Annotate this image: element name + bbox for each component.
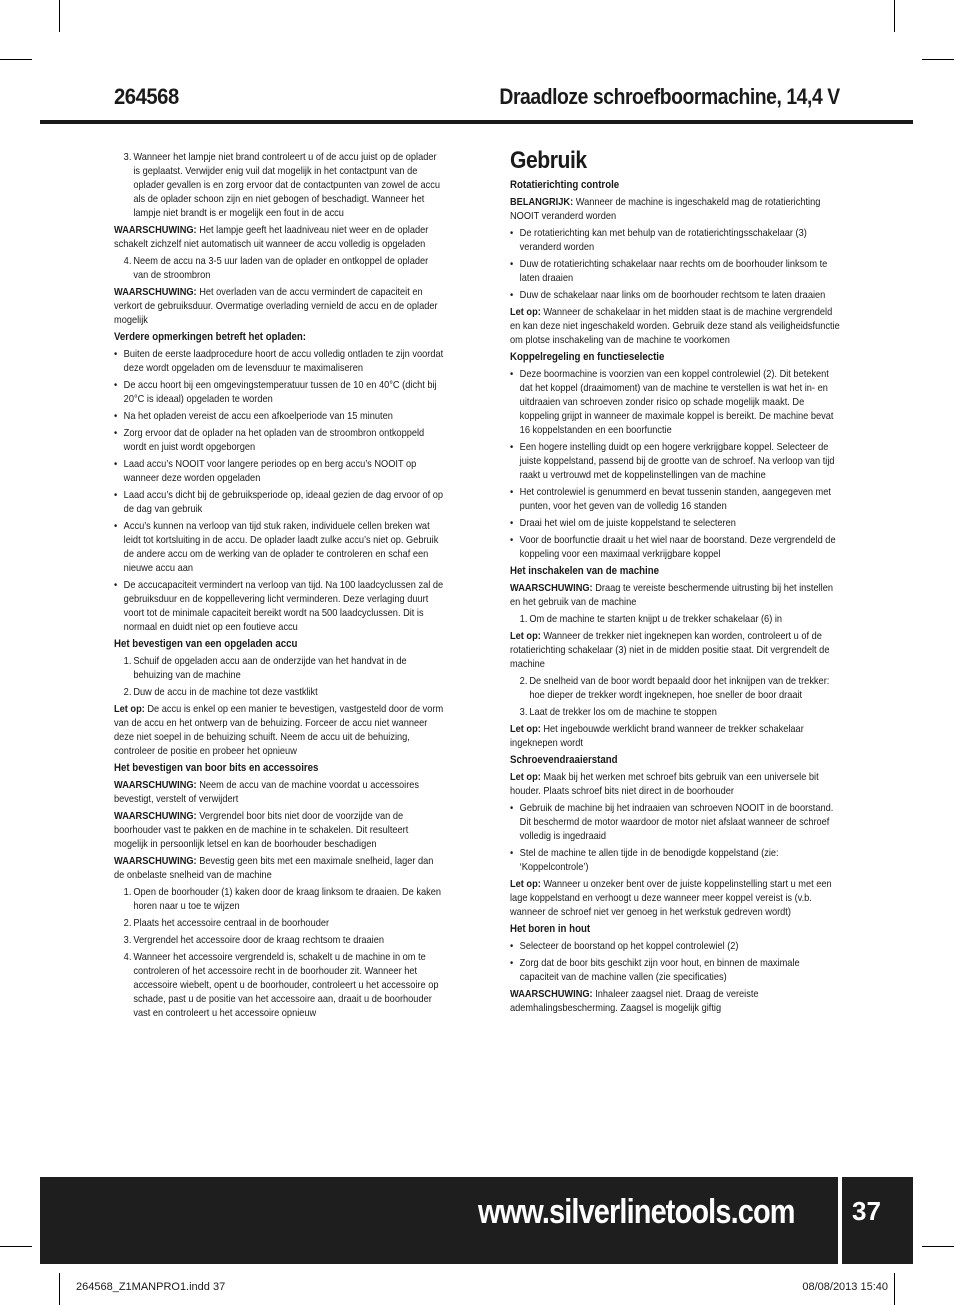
bullet-item: • Stel de machine te allen tijde in de benodigde koppelstand (zie: ‘Koppelcontrole’) xyxy=(510,846,840,874)
section-heading: Het inschakelen van de machine xyxy=(510,565,660,577)
note: Let op: Maak bij het werken met schroef bits gebruik van een universele bit houder. Plaats schroef bits niet direct in de boorhouder xyxy=(510,771,819,797)
warning: WAARSCHUWING: Vergrendel boor bits niet door de voorzijde van de boorhouder vast te pakken en de machine in te schakelen. Dit resulteert mogelijk in persoonlijk letsel en kan de boorhouder beschadigen xyxy=(114,810,409,850)
section-heading: Rotatierichting controle xyxy=(510,179,620,191)
switch-on-steps xyxy=(510,612,840,626)
note: Let op: Wanneer u onzeker bent over de juiste koppelinstelling start u met een lage koppelstand en verhoogt u deze wanneer meer koppel vereist is (v.b. wanneer de schroef niet ver genoeg in het werkstuk gedreven wordt) xyxy=(510,878,832,918)
footer-divider xyxy=(838,1177,842,1264)
bullet-item: • Draai het wiel om de juiste koppelstand te selecteren xyxy=(510,516,840,530)
note: Let op: Het ingebouwde werklicht brand wanneer de trekker schakelaar ingeknepen wordt xyxy=(510,723,804,749)
section-heading: Het boren in hout xyxy=(510,923,591,935)
warning: WAARSCHUWING: Het overladen van de accu vermindert de capaciteit en verkort de gebruiksduur. Overmatige overlading vernield de accu en de oplader mogelijk xyxy=(114,286,438,326)
page-number: 37 xyxy=(852,1196,881,1226)
switch-on-steps xyxy=(510,674,840,719)
bullet-item: • Duw de rotatierichting schakelaar naar rechts om de boorhouder linksom te laten draaien xyxy=(510,257,840,285)
section-heading: Koppelregeling en functieselectie xyxy=(510,351,665,363)
bullet-item: • Laad accu’s dicht bij de gebruiksperiode op, ideaal gezien de dag ervoor of op de dag van gebruik xyxy=(114,488,444,516)
website-link[interactable]: www.silverlinetools.com xyxy=(478,1193,795,1231)
crop-mark xyxy=(922,1246,954,1247)
drilling-list xyxy=(510,939,840,984)
bullet-item: • De accu hoort bij een omgevingstemperatuur tussen de 10 en 40°C (dicht bij 20°C is ideaal) opgeladen te worden xyxy=(114,378,444,406)
page-title: Draadloze schroefboormachine, 14,4 V xyxy=(499,84,840,109)
list-item: 3. Wanneer het lampje niet brand controleert u of de accu juist op de oplader is geplaatst. Verwijder enig vuil dat mogelijk in het contactpunt van de oplader gevallen is en zorg ervoor dat de contactpunten van zowel de accu als de oplader schoon zijn en niet gebogen of beschadigt. Wanneer het lampje niet brandt is er mogelijk een fout in de accu xyxy=(123,151,441,219)
file-slug: 264568_Z1MANPRO1.indd 37 xyxy=(76,1281,226,1293)
bullet-item: • Selecteer de boorstand op het koppel controlewiel (2) xyxy=(510,939,840,953)
model-number: 264568 xyxy=(114,84,179,109)
date-slug: 08/08/2013 15:40 xyxy=(802,1281,888,1293)
list-item: 2. Plaats het accessoire centraal in de boorhouder xyxy=(123,917,330,929)
note: Let op: Wanneer de trekker niet ingeknepen kan worden, controleert u of de rotatierichting schakelaar (3) niet in de midden positie staat. Dit vergrendelt de machine xyxy=(510,630,830,670)
important-note: BELANGRIJK: Wanneer de machine is ingeschakeld mag de rotatierichting NOOIT veranderd worden xyxy=(510,196,821,222)
crop-mark xyxy=(59,0,60,32)
note: Let op: De accu is enkel op een manier te bevestigen, vastgesteld door de vorm van de accu en het ontwerp van de behuizing. Forceer de accu niet wanneer deze niet soepel in de behuizing schuift. Neem de accu uit de behuizing, controleer de positie en probeer het opnieuw xyxy=(114,703,444,757)
bit-steps-list xyxy=(114,885,444,1020)
section-heading: Het bevestigen van boor bits en accessoires xyxy=(114,762,319,774)
warning: WAARSCHUWING: Neem de accu van de machine voordat u accessoires bevestigt, verstelt of verwijdert xyxy=(114,779,420,805)
battery-steps-list xyxy=(114,654,444,699)
bullet-item: • De rotatierichting kan met behulp van de rotatierichtingsschakelaar (3) veranderd worden xyxy=(510,226,840,254)
warning: WAARSCHUWING: Het lampje geeft het laadniveau niet weer en de oplader schakelt zichzelf niet automatisch uit wanneer de accu volledig is opgeladen xyxy=(114,224,429,250)
charging-notes-list xyxy=(114,347,444,634)
list-item: 1. Open de boorhouder (1) kaken door de kraag linksom te draaien. De kaken horen naar u toe te wijzen xyxy=(123,886,442,912)
bullet-item: • Gebruik de machine bij het indraaien van schroeven NOOIT in de boorstand. Dit beschermd de motor waardoor de motor niet afslaat wanneer de schroef volledig is ingedraaid xyxy=(510,801,840,843)
warning: WAARSCHUWING: Inhaleer zaagsel niet. Draag de vereiste ademhalingsbescherming. Zaagsel is mogelijk giftig xyxy=(510,988,759,1014)
header-rule xyxy=(40,120,913,124)
rotation-list xyxy=(510,226,840,302)
bullet-item: • Een hogere instelling duidt op een hogere verkrijgbare koppel. Selecteer de juiste koppelstand, passend bij de grootte van de schroef. Na verloop van tijd raakt u vertrouwd met de koppelinstellingen van de machine xyxy=(510,440,840,482)
crop-mark xyxy=(894,1273,895,1305)
crop-mark xyxy=(0,59,32,60)
bullet-item: • Het controlewiel is genummerd en bevat tussenin standen, aangegeven met punten, voor het geven van de volledig 16 standen xyxy=(510,485,840,513)
charging-steps-cont xyxy=(114,150,444,220)
bullet-item: • De accucapaciteit vermindert na verloop van tijd. Na 100 laadcyclussen zal de gebruiksduur en de koppellevering licht verminderen. Deze verlaging duurt voort tot de minimale capaciteit bereikt wordt na 500 laadcyclussen. Dit is normaal en duidt niet op een foutieve accu xyxy=(114,578,444,634)
crop-mark xyxy=(894,0,895,32)
crop-mark xyxy=(0,1246,32,1247)
note: Let op: Wanneer de schakelaar in het midden staat is de machine vergrendeld en kan deze niet ingeschakeld worden. Gebruik deze stand als veiligheidsfunctie om plotse inschakeling van de machine te voorkomen xyxy=(510,306,840,346)
bullet-item: • Buiten de eerste laadprocedure hoort de accu volledig ontladen te zijn voordat deze wordt opgeladen om de levensduur te maximaliseren xyxy=(114,347,444,375)
bullet-item: • Accu’s kunnen na verloop van tijd stuk raken, individuele cellen breken wat leidt tot kortsluiting in de accu. De oplader laadt zulke accu’s niet op. Gebruik de andere accu om de werking van de oplader te controleren en schaf een nieuwe accu aan xyxy=(114,519,444,575)
list-item: 1. Schuif de opgeladen accu aan de onderzijde van het handvat in de behuizing van de machine xyxy=(123,655,407,681)
crop-mark xyxy=(922,59,954,60)
list-item: 3. Laat de trekker los om de machine te stoppen xyxy=(519,706,717,718)
screwdriver-list xyxy=(510,801,840,874)
section-title: Gebruik xyxy=(510,147,587,174)
section-heading: Het bevestigen van een opgeladen accu xyxy=(114,638,298,650)
left-column xyxy=(114,150,444,1023)
list-item: 4. Wanneer het accessoire vergrendeld is, schakelt u de machine in om te controleren of het accessoire recht in de boorhouder zit. Wanneer het accessoire wiebelt, opent u de boorhouder, controleert u het accessoire op schade, past u de positie van het accessoire aan, draait u de boorhouder vast en controleert u het accessoire opnieuw xyxy=(123,951,439,1019)
torque-list xyxy=(510,367,840,561)
section-heading: Verdere opmerkingen betreft het opladen: xyxy=(114,331,307,343)
bullet-item: • Laad accu’s NOOIT voor langere periodes op en berg accu’s NOOIT op wanneer deze worden opgeladen xyxy=(114,457,444,485)
warning: WAARSCHUWING: Bevestig geen bits met een maximale snelheid, lager dan de onbelaste snelheid van de machine xyxy=(114,855,434,881)
warning: WAARSCHUWING: Draag te vereiste beschermende uitrusting bij het instellen en het gebruik van de machine xyxy=(510,582,834,608)
bullet-item: • Duw de schakelaar naar links om de boorhouder rechtsom te laten draaien xyxy=(510,288,840,302)
bullet-item: • Zorg dat de boor bits geschikt zijn voor hout, en binnen de maximale capaciteit van de machine vallen (zie specificaties) xyxy=(510,956,840,984)
list-item: 2. Duw de accu in de machine tot deze vastklikt xyxy=(123,686,318,698)
section-heading: Schroevendraaierstand xyxy=(510,754,618,766)
list-item: 3. Vergrendel het accessoire door de kraag rechtsom te draaien xyxy=(123,934,385,946)
bullet-item: • Na het opladen vereist de accu een afkoelperiode van 15 minuten xyxy=(114,409,444,423)
right-column xyxy=(510,147,840,1018)
bullet-item: • Deze boormachine is voorzien van een koppel controlewiel (2). Dit betekent dat het koppel (draaimoment) van de machine te verstellen is wat het in- en uitdraaien van schroeven zonder risico op schade mogelijk maakt. De koppeling grijpt in wanneer de maximale koppel is bereikt. De machine bevat 16 koppelstanden en een boorfunctie xyxy=(510,367,840,437)
bullet-item: • Zorg ervoor dat de oplader na het opladen van de stroombron ontkoppeld wordt en juist wordt opgeborgen xyxy=(114,426,444,454)
crop-mark xyxy=(59,1273,60,1305)
bullet-item: • Voor de boorfunctie draait u het wiel naar de boorstand. Deze vergrendeld de koppeling voor een maximaal verkrijgbare koppel xyxy=(510,533,840,561)
list-item: 4. Neem de accu na 3-5 uur laden van de oplader en ontkoppel de oplader van de stroombron xyxy=(123,255,429,281)
charging-steps-cont xyxy=(114,254,444,282)
list-item: 1. Om de machine te starten knijpt u de trekker schakelaar (6) in xyxy=(519,613,783,625)
list-item: 2. De snelheid van de boor wordt bepaald door het inknijpen van de trekker: hoe dieper de trekker wordt ingeknepen, hoe sneller de boor draait xyxy=(519,675,830,701)
